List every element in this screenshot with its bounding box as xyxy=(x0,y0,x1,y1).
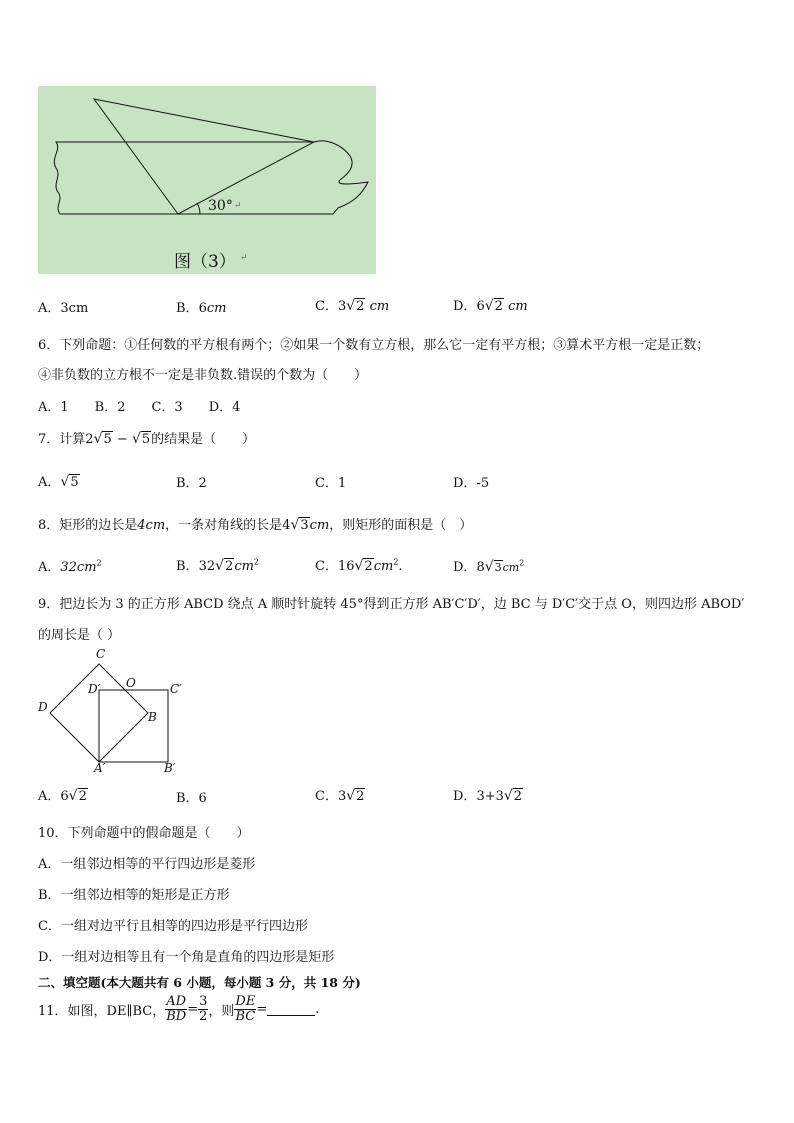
section-2-heading: 二、填空题(本大题共有 6 小题，每小题 3 分，共 18 分) xyxy=(38,975,361,990)
figure-3-drawing xyxy=(38,86,376,274)
fraction-3-2: $\frac{3}{2}$ xyxy=(199,994,208,1024)
figure-caption: 图（3） xyxy=(174,252,236,272)
q10-option-d: D．一组对边相等且有一个角是直角的四边形是矩形 xyxy=(38,950,335,965)
q10-option-b: B．一组邻边相等的矩形是正方形 xyxy=(38,888,230,903)
label-c: C xyxy=(96,647,106,661)
label-b-prime: B′ xyxy=(164,761,176,775)
q9-option-d: D．3+3√2 xyxy=(453,788,523,804)
fraction-de-bc: $\frac{DE}{BC}$ xyxy=(235,994,256,1024)
q5-option-b: B．6cm xyxy=(176,301,227,316)
q9-stem-line2: 的周长是（ ） xyxy=(38,628,121,643)
q8-option-a: A．$32cm^2$ xyxy=(38,558,102,575)
q6-options: A．1 B．2 C．3 D．4 xyxy=(38,400,241,415)
return-mark: ↵ xyxy=(234,201,242,211)
q8-option-d: D．$8√3cm^2$ xyxy=(453,558,525,575)
q5-option-c: C．3√2 cm xyxy=(315,298,390,314)
q6-stem-line1: 6．下列命题：①任何数的平方根有两个；②如果一个数有立方根，那么它一定有平方根；③算术平方根一定是正数； xyxy=(38,338,710,353)
label-o: O xyxy=(126,676,136,690)
fraction-ad-bd: $\frac{AD}{BD}$ xyxy=(166,994,187,1024)
label-d: D xyxy=(38,700,48,714)
q7-option-b: B．2 xyxy=(176,476,207,491)
label-b: B xyxy=(148,710,157,724)
q5-option-a: A．3cm xyxy=(38,301,89,316)
angle-label: 30° xyxy=(208,198,233,214)
rotated-square-drawing xyxy=(34,644,194,776)
q10-option-a: A．一组邻边相等的平行四边形是菱形 xyxy=(38,857,256,872)
return-mark: ↵ xyxy=(240,253,248,263)
answer-blank xyxy=(267,1003,315,1016)
q5-option-d: D．6√2 cm xyxy=(453,298,528,314)
rotated-square-figure xyxy=(34,644,194,776)
q9-option-a: A．6√2 xyxy=(38,788,87,804)
q10-option-c: C．一组对边平行且相等的四边形是平行四边形 xyxy=(38,919,308,934)
q8-option-b: B．$32√2cm^2$ xyxy=(176,557,260,574)
figure-3 xyxy=(38,86,376,274)
q6-stem-line2: ④非负数的立方根不一定是非负数.错误的个数为（ ） xyxy=(38,368,368,383)
q11-stem: 11．如图，DE∥BC， $\frac{AD}{BD}$ = $\frac{3}{2}$ ，则 $\frac{DE}{BC}$ = . xyxy=(38,994,320,1024)
q7-option-d: D．-5 xyxy=(453,476,490,491)
label-c-prime: C′ xyxy=(170,682,182,696)
label-a-prime: A′ xyxy=(94,761,106,775)
q9-option-b: B．6 xyxy=(176,791,207,806)
q9-option-c: C．3√2 xyxy=(315,788,365,804)
label-d-prime: D′ xyxy=(88,682,101,696)
q7-option-a: A．√5 xyxy=(38,474,79,490)
q7-stem: 7．计算2√5 − √5的结果是（ ） xyxy=(38,431,256,447)
q8-stem: 8．矩形的边长是4cm，一条对角线的长是4√3cm，则矩形的面积是（ ） xyxy=(38,517,473,533)
q9-stem-line1: 9．把边长为 3 的正方形 ABCD 绕点 A 顺时针旋转 45°得到正方形 AB′C′D′，边 BC 与 D′C′交于点 O，则四边形 ABOD′ xyxy=(38,597,745,612)
q8-option-c: C．$16√2cm^2$. xyxy=(315,557,403,574)
q10-stem: 10．下列命题中的假命题是（ ） xyxy=(38,826,250,841)
q7-option-c: C．1 xyxy=(315,476,347,491)
